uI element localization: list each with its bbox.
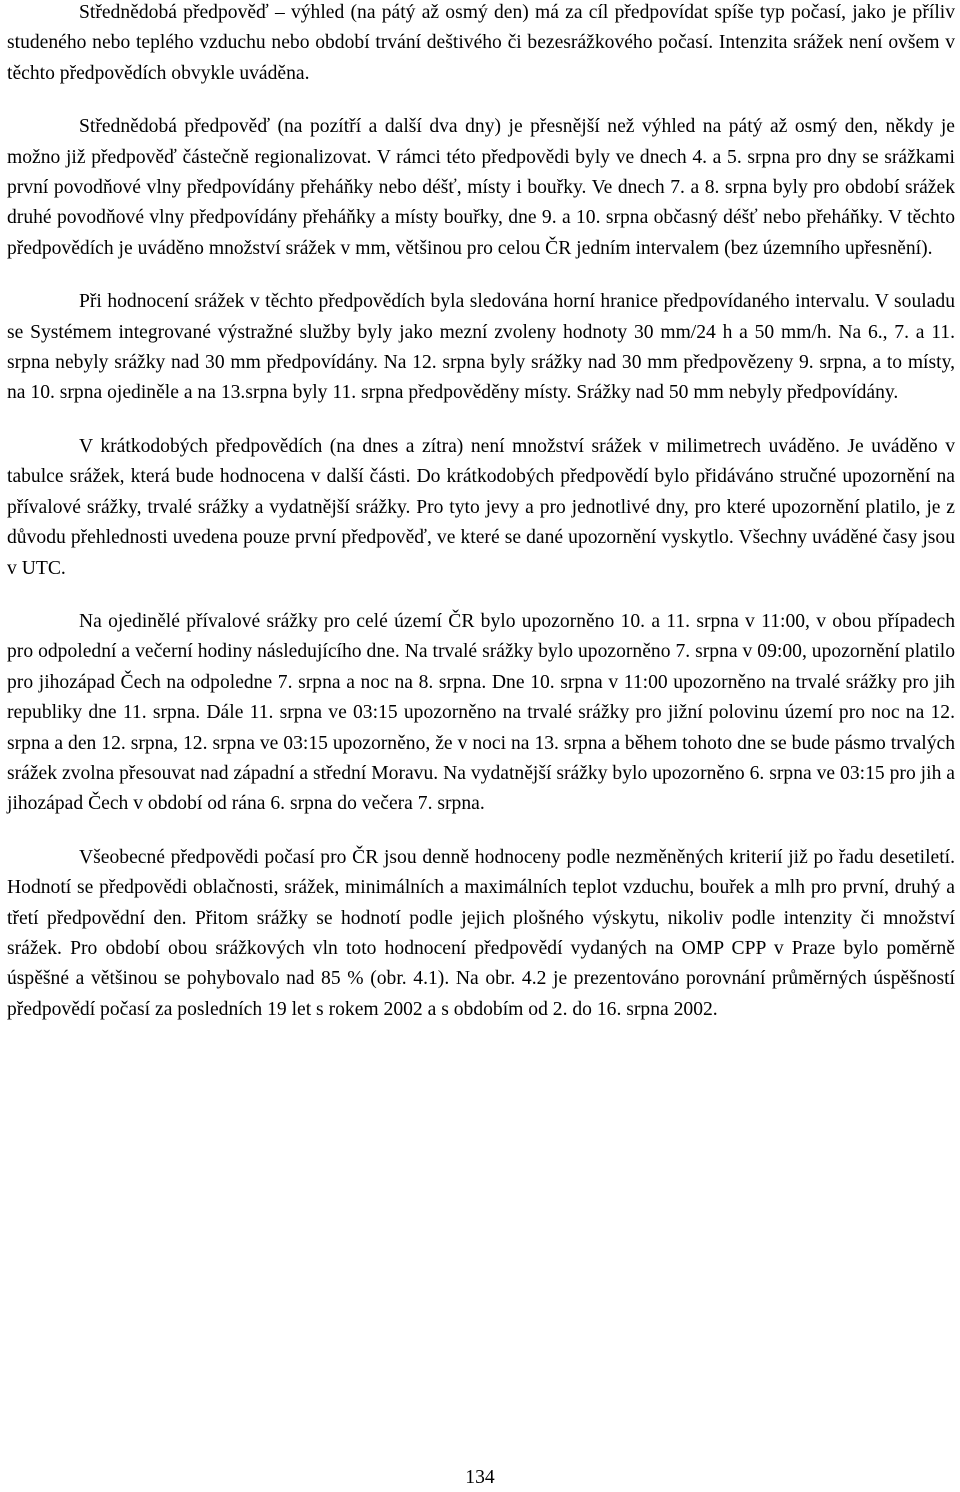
paragraph-short-range-forecast: V krátkodobých předpovědích (na dnes a zítra) není množství srážek v milimetrech uváděno. Je uváděno v tabulce srážek, která bude hodnocena v další části. Do krátkodobých předpovědí bylo přidáváno stručné upozornění na přívalové srážky, trvalé srážky a vydatnější srážky. Pro tyto jevy a pro jednotlivé dny, pro které upozornění platilo, je z důvodu přehlednosti uvedena pouze první předpověď, ve které se dané upozornění vyskytlo. Všechny uváděné časy jsou v UTC.: [7, 435, 955, 579]
document-body: [7, 0, 955, 1025]
paragraph-medium-range-forecast: Střednědobá předpověď (na pozítří a další dva dny) je přesnější než výhled na pátý až osmý den, někdy je možno již předpověď částečně regionalizovat. V rámci této předpovědi byly ve dnech 4. a 5. srpna pro dny se srážkami první povodňové vlny předpovídány přeháňky nebo déšť, místy i bouřky. Ve dnech 7. a 8. srpna byly pro období srážek druhé povodňové vlny předpovídány přeháňky a místy bouřky, dne 9. a 10. srpna občasný déšť nebo přeháňky. V těchto předpovědích je uváděno množství srážek v mm, většinou pro celou ČR jedním intervalem (bez územního upřesnění).: [7, 116, 955, 259]
paragraph-warnings: Na ojedinělé přívalové srážky pro celé území ČR bylo upozorněno 10. a 11. srpna v 11:00, v obou případech pro odpolední a večerní hodiny následujícího dne. Na trvalé srážky bylo upozorněno 7. srpna v 09:00, upozornění platilo pro jihozápad Čech na odpoledne 7. srpna a noc na 8. srpna. Dne 10. srpna v 11:00 upozorněno na trvalé srážky pro jih republiky dne 11. srpna. Dále 11. srpna ve 03:15 upozorněno na trvalé srážky pro jižní polovinu území pro noc na 12. srpna a den 12. srpna, 12. srpna ve 03:15 upozorněno, že v noci na 13. srpna a během tohoto dne se bude pásmo trvalých srážek zvolna přesouvat nad západní a střední Moravu. Na vydatnější srážky bylo upozorněno 6. srpna ve 03:15 pro jih a jihozápad Čech v období od rána 6. srpna do večera 7. srpna.: [7, 610, 955, 815]
paragraph-general-forecast-evaluation: Všeobecné předpovědi počasí pro ČR jsou denně hodnoceny podle nezměněných kriterií již po řadu desetiletí. Hodnotí se předpovědi oblačnosti, srážek, minimálních a maximálních teplot vzduchu, bouřek a mlh pro první, druhý a třetí předpovědní den. Přitom srážky se hodnotí podle jejich plošného výskytu, nikoliv podle intenzity či množství srážek. Pro období obou srážkových vln toto hodnocení předpovědí vydaných na OMP CPP v Praze bylo poměrně úspěšné a většinou se pohybovalo nad 85 % (obr. 4.1). Na obr. 4.2 je prezentováno porovnání průměrných úspěšností předpovědí počasí za posledních 19 let s rokem 2002 a s obdobím od 2. do 16. srpna 2002.: [7, 846, 955, 1020]
paragraph-outlook: Střednědobá předpověď – výhled (na pátý až osmý den) má za cíl předpovídat spíše typ počasí, jako je příliv studeného nebo teplého vzduchu nebo období trvání deštivého či bezesrážkového počasí. Intenzita srážek není ovšem v těchto předpovědích obvykle uváděna.: [7, 2, 955, 84]
page-number: 134: [465, 1467, 495, 1488]
paragraph-evaluation-threshold: Při hodnocení srážek v těchto předpovědích byla sledována horní hranice předpovídaného intervalu. V souladu se Systémem integrované výstražné služby byly jako mezní zvoleny hodnoty 30 mm/24 h a 50 mm/h. Na 6., 7. a 11. srpna nebyly srážky nad 30 mm předpovídány. Na 12. srpna byly srážky nad 30 mm předpovězeny 9. srpna, a to místy, na 10. srpna ojediněle a na 13.srpna byly 11. srpna předpověděny místy. Srážky nad 50 mm nebyly předpovídány.: [7, 291, 955, 404]
